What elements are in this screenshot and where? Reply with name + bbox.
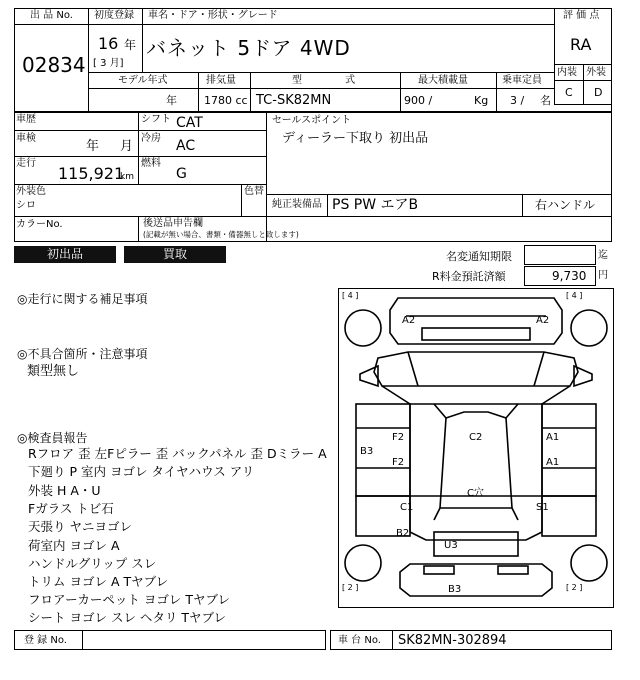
purchase-badge: 買取 (124, 246, 226, 263)
defects-value: 類型無し (27, 364, 80, 379)
equipment-value: PS PW エアB (332, 197, 419, 213)
report-line: 下廻り P 室内 ヨゴレ タイヤハウス アリ (28, 464, 255, 479)
name-change-box (524, 245, 596, 265)
color-no-label: カラーNo. (16, 219, 63, 230)
exterior-grade: D (594, 86, 603, 99)
damage-mark: A1 (546, 457, 560, 468)
inspector-label: ◎検査員報告 (17, 431, 88, 445)
selling-points-label: セールスポイント (272, 115, 352, 126)
first-reg-year: 16 (98, 34, 119, 53)
model-year-unit: 年 (166, 94, 177, 107)
wheel-rear-right (571, 545, 607, 581)
inspection-month-unit: 月 (120, 139, 134, 154)
wheel-rear-left (345, 545, 381, 581)
tire-tread-front-right: [ 4 ] (566, 291, 583, 300)
damage-mark: B2 (396, 528, 410, 539)
wheel-front-left (345, 310, 381, 346)
report-line: 天張り ヤニヨゴレ (28, 519, 132, 534)
divider (554, 8, 555, 104)
divider (522, 194, 523, 216)
damage-mark: S1 (536, 502, 549, 513)
divider (88, 88, 554, 89)
report-line: シート ヨゴレ スレ ヘタリ Tヤブレ (28, 610, 227, 625)
driving-notes-label: ◎走行に関する補足事項 (17, 292, 148, 306)
displacement: 1780 cc (204, 94, 248, 107)
divider (496, 72, 497, 112)
shift-label: シフト (141, 114, 171, 125)
fuel-value: G (176, 166, 187, 182)
divider (14, 216, 266, 217)
divider (14, 184, 266, 185)
first-reg-year-unit: 年 (124, 38, 137, 52)
right-side-body (542, 404, 596, 496)
color-value: シロ (16, 200, 36, 211)
grille (422, 328, 530, 340)
color-label: 外装色 (16, 186, 46, 197)
selling-points: ディーラー下取り 初出品 (282, 131, 429, 146)
divider (142, 8, 143, 72)
model-year-label: モデル年式 (118, 75, 168, 86)
exterior-label: 外装 (586, 67, 606, 78)
chassis-no: SK82MN-302894 (398, 633, 507, 648)
divider (266, 216, 612, 217)
divider (392, 630, 393, 650)
type-value: TC-SK82MN (256, 93, 332, 108)
divider (241, 184, 242, 216)
recycle-amount: 9,730 (552, 269, 587, 283)
damage-mark: B3 (360, 446, 374, 457)
damage-mark: A2 (536, 315, 550, 326)
inspection-year-unit: 年 (86, 139, 100, 154)
capacity-label: 乗車定員 (502, 75, 542, 86)
divider (82, 630, 83, 650)
wheel-front-right (571, 310, 607, 346)
rear-bumper (400, 564, 552, 596)
inspection-label: 車検 (16, 133, 36, 144)
damage-mark: A2 (402, 315, 416, 326)
interior-label: 内装 (557, 67, 577, 78)
type-label: 型 式 (292, 75, 356, 86)
capacity: 3 / (510, 94, 525, 107)
equipment-label: 純正装備品 (272, 199, 322, 210)
rating: RA (570, 35, 592, 54)
mileage-label: 走行 (16, 158, 36, 169)
report-line: ハンドルグリップ スレ (28, 556, 157, 571)
divider (554, 104, 612, 105)
steering-value: 右ハンドル (535, 198, 596, 212)
first-listing-badge: 初出品 (14, 246, 116, 263)
report-line: Fガラス トビ石 (28, 501, 114, 516)
damage-mark: F2 (392, 432, 405, 443)
history-label: 車歴 (16, 114, 36, 125)
damage-mark: C2 (469, 432, 483, 443)
car-damage-diagram (338, 288, 614, 608)
divider (14, 24, 88, 25)
lot-no: 02834 (22, 53, 86, 77)
post-docs-note: (記載が無い場合、書類・備器無しと致します) (143, 230, 299, 239)
model-label: 車名・ドア・形状・グレード (148, 10, 278, 21)
damage-mark: C穴 (467, 488, 484, 499)
rating-label: 評 価 点 (563, 10, 600, 21)
max-load-label: 最大積載量 (418, 75, 468, 86)
divider (138, 112, 139, 184)
first-reg-label: 初度登録 (94, 10, 134, 21)
divider (138, 216, 139, 242)
defects-label: ◎不具合箇所・注意事項 (17, 347, 148, 361)
capacity-unit: 名 (540, 94, 551, 107)
recycle-label: R料金預託済額 (432, 270, 506, 283)
divider (250, 72, 251, 112)
divider (14, 130, 266, 131)
max-load: 900 / (404, 94, 433, 107)
max-load-unit: Kg (474, 94, 489, 107)
damage-mark: A1 (546, 432, 560, 443)
report-line: トリム ヨゴレ A Tヤブレ (28, 574, 169, 589)
rear-right-quarter (542, 496, 596, 536)
post-docs-label: 後送品申告欄 (143, 218, 203, 229)
tire-tread-rear-right: [ 2 ] (566, 583, 583, 592)
displacement-label: 排気量 (206, 75, 236, 86)
mileage-value: 115,921 (58, 164, 125, 183)
damage-mark: B3 (448, 584, 462, 595)
name-change-label: 名変通知期限 (446, 250, 512, 263)
name-change-unit: 迄 (598, 250, 608, 261)
damage-mark: U3 (444, 540, 458, 551)
divider (400, 72, 401, 112)
divider (198, 72, 199, 112)
report-line: 荷室内 ヨゴレ A (28, 538, 120, 553)
lot-no-label: 出 品 No. (30, 10, 73, 21)
recycle-unit: 円 (598, 270, 608, 281)
first-reg-month: [ 3 月] (93, 58, 124, 69)
divider (327, 194, 328, 216)
fuel-label: 燃料 (141, 158, 161, 169)
shift-value: CAT (176, 115, 203, 131)
aircon-value: AC (176, 138, 196, 154)
tire-tread-front-left: [ 4 ] (342, 291, 359, 300)
damage-mark: C1 (400, 502, 414, 513)
report-line: 外装 H A・U (28, 483, 101, 498)
divider (88, 24, 554, 25)
car-name: バネット 5ドア 4WD (146, 36, 351, 60)
divider (88, 72, 554, 73)
divider (266, 112, 267, 242)
damage-mark: F2 (392, 457, 405, 468)
tire-tread-rear-left: [ 2 ] (342, 583, 359, 592)
report-line: Rフロア 歪 左Fピラー 歪 バックパネル 歪 Dミラー A (28, 446, 327, 461)
mileage-unit: km (120, 172, 134, 182)
report-line: フロアーカーペット ヨゴレ Tヤブレ (28, 592, 230, 607)
reg-no-label: 登 録 No. (24, 635, 67, 646)
divider (14, 156, 266, 157)
chassis-label: 車 台 No. (338, 635, 381, 646)
repaint-label: 色替 (244, 186, 264, 197)
divider (583, 64, 584, 104)
divider (266, 194, 612, 195)
interior-grade: C (565, 86, 573, 99)
aircon-label: 冷房 (141, 133, 161, 144)
